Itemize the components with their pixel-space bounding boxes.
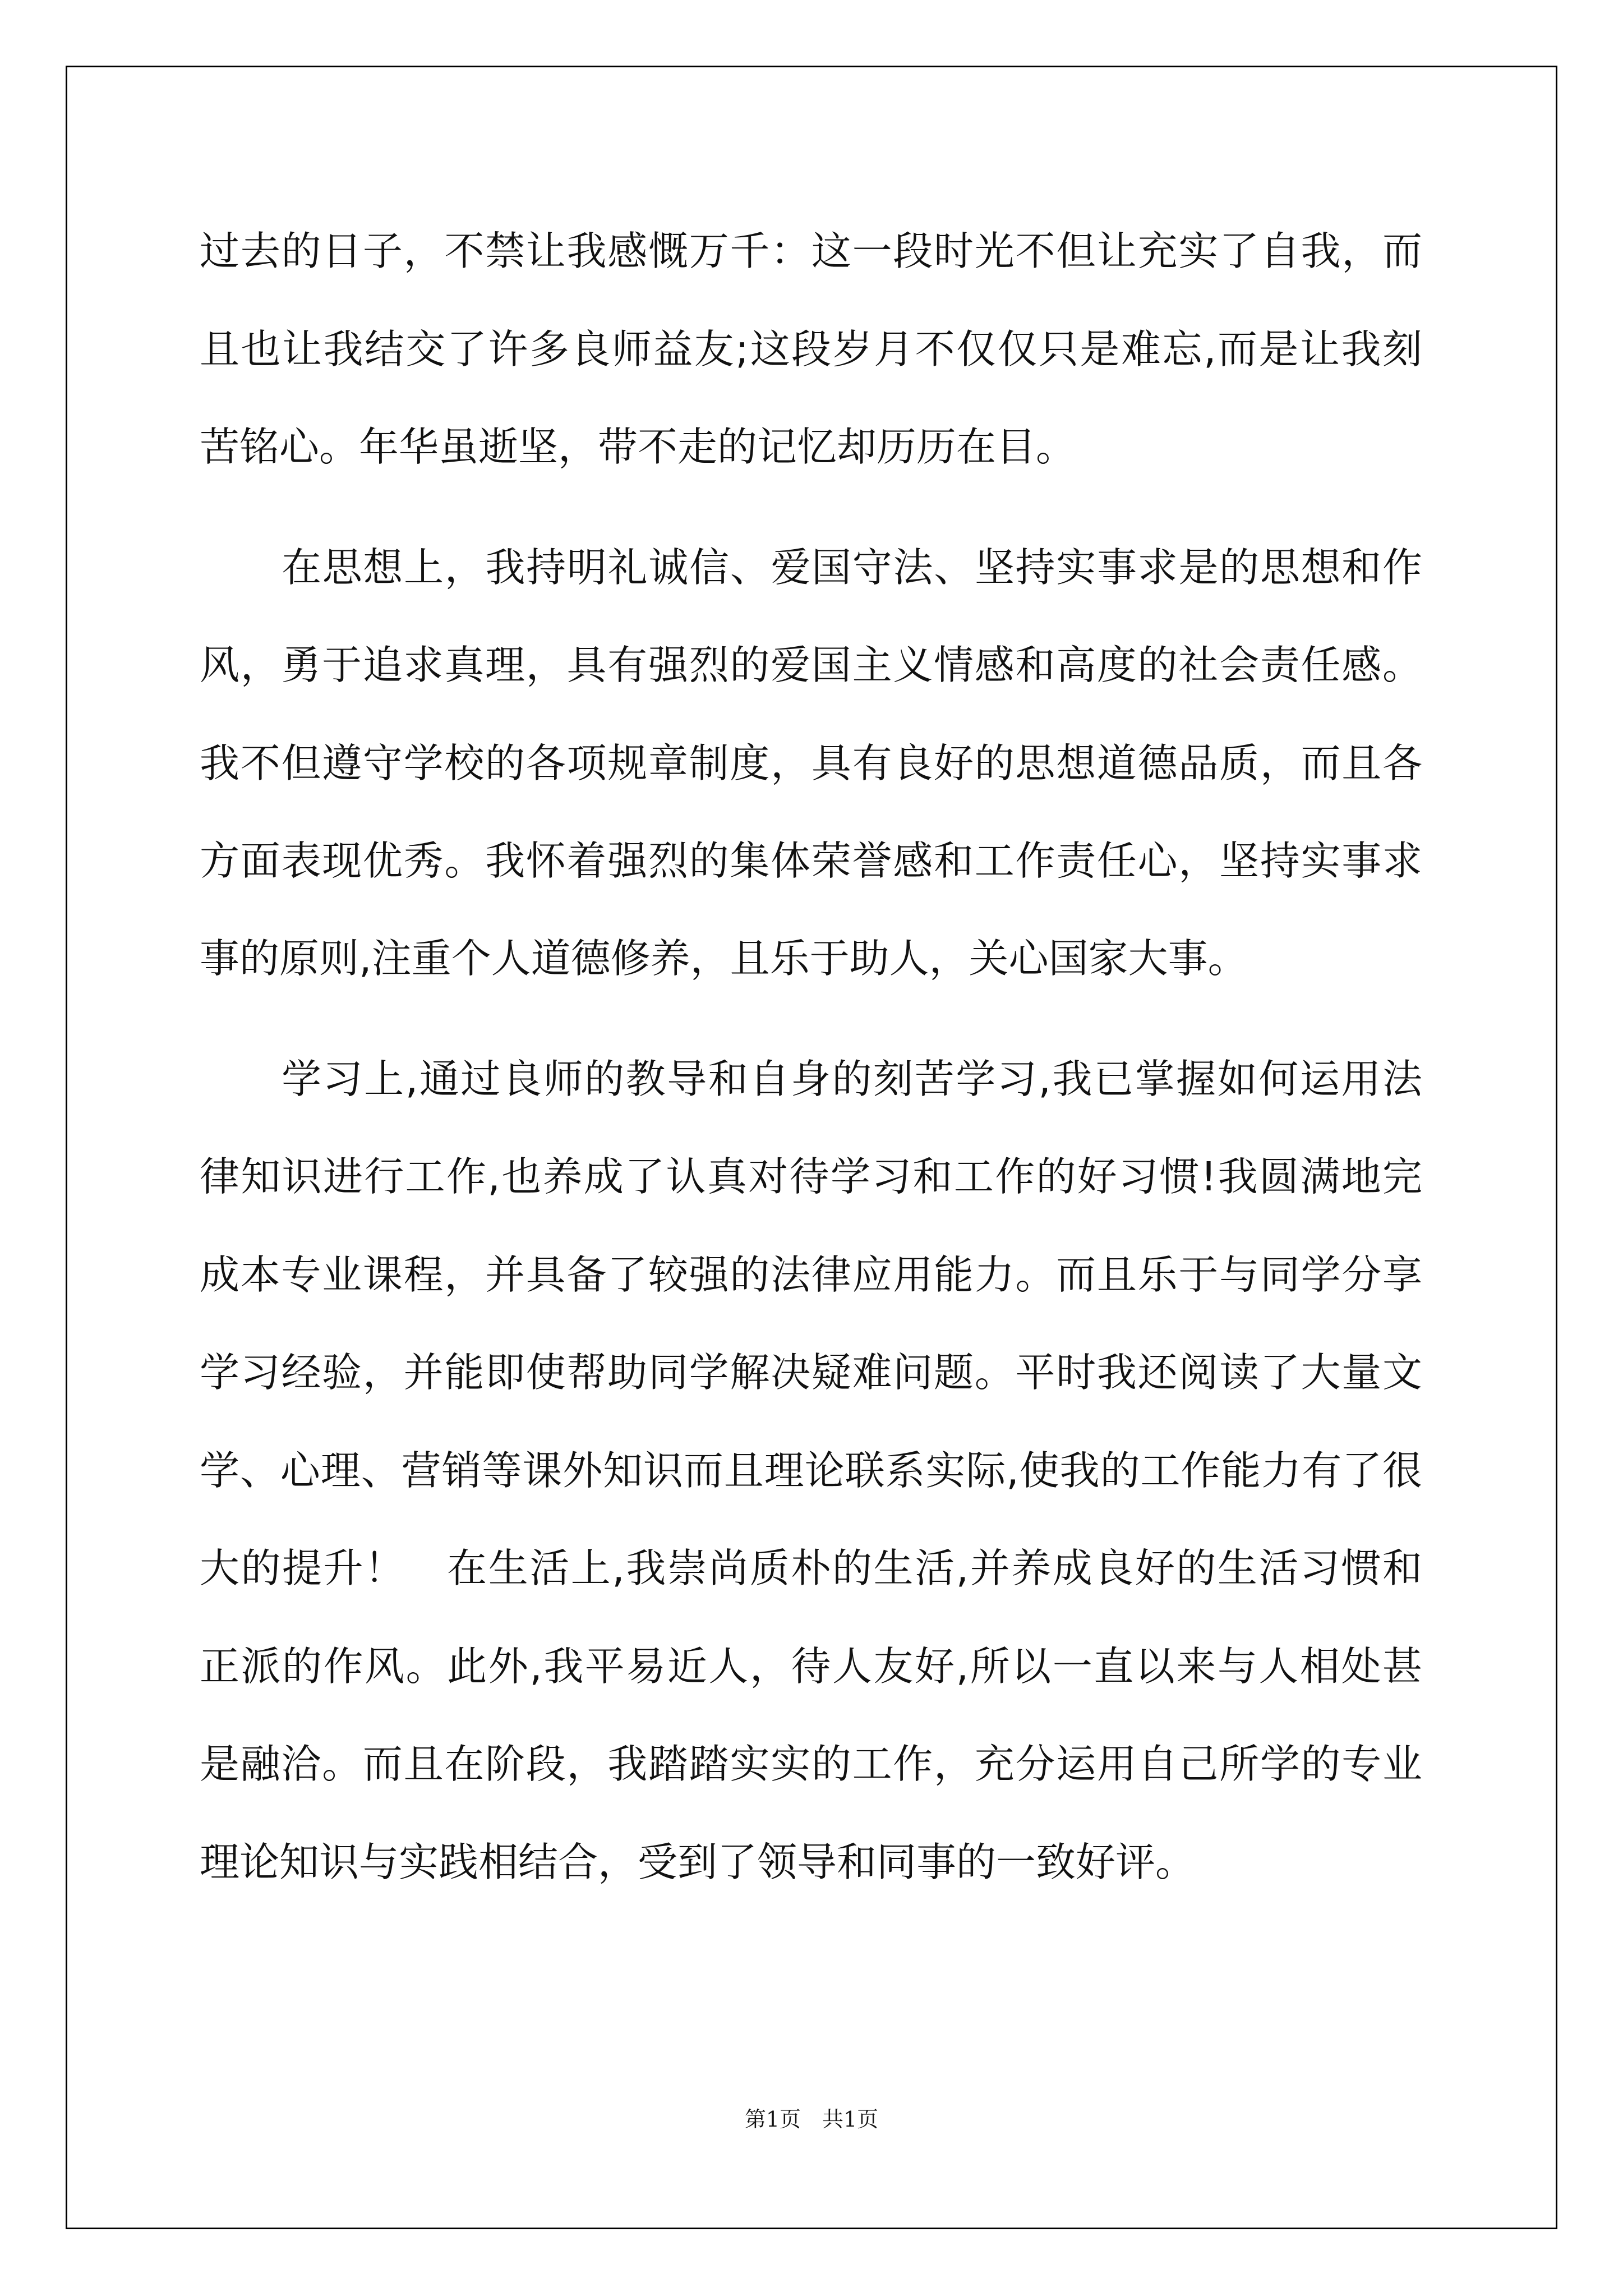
paragraph-3-line-4: 学习经验，并能即使帮助同学解决疑难问题。平时我还阅读了大量文 <box>200 1349 1422 1396</box>
paragraph-2-line-3: 我不但遵守学校的各项规章制度，具有良好的思想道德品质，而且各 <box>200 740 1422 786</box>
paragraph-3-line-1: 学习上,通过良师的教导和自身的刻苦学习,我已掌握如何运用法 <box>282 1056 1422 1102</box>
paragraph-3-line-2: 律知识进行工作,也养成了认真对待学习和工作的好习惯!我圆满地完 <box>200 1153 1422 1200</box>
paragraph-2-line-1: 在思想上，我持明礼诚信、爱国守法、坚持实事求是的思想和作 <box>282 544 1422 591</box>
page-number-footer: 第1页 共1页 <box>744 2107 879 2132</box>
paragraph-1-line-2: 且也让我结交了许多良师益友;这段岁月不仅仅只是难忘,而是让我刻 <box>200 326 1422 372</box>
paragraph-3-line-7: 正派的作风。此外,我平易近人，待人友好,所以一直以来与人相处甚 <box>200 1643 1422 1690</box>
paragraph-3-line-3: 成本专业课程，并具备了较强的法律应用能力。而且乐于与同学分享 <box>200 1251 1422 1298</box>
paragraph-3-line-8: 是融洽。而且在阶段，我踏踏实实的工作，充分运用自己所学的专业 <box>200 1741 1422 1787</box>
paragraph-1-line-3: 苦铭心。年华虽逝坚，带不走的记忆却历历在目。 <box>200 424 1076 470</box>
paragraph-2-line-4: 方面表现优秀。我怀着强烈的集体荣誉感和工作责任心，坚持实事求 <box>200 838 1422 884</box>
paragraph-2-line-5: 事的原则,注重个人道德修养，且乐于助人，关心国家大事。 <box>200 935 1248 982</box>
paragraph-1-line-1: 过去的日子，不禁让我感慨万千：这一段时光不但让充实了自我，而 <box>200 228 1422 274</box>
paragraph-3-line-5: 学、心理、营销等课外知识而且理论联系实际,使我的工作能力有了很 <box>200 1447 1422 1494</box>
paragraph-2-line-2: 风，勇于追求真理，具有强烈的爱国主义情感和高度的社会责任感。 <box>200 642 1422 688</box>
paragraph-3-line-9: 理论知识与实践相结合，受到了领导和同事的一致好评。 <box>200 1839 1196 1885</box>
paragraph-3-line-6: 大的提升！ 在生活上,我崇尚质朴的生活,并养成良好的生活习惯和 <box>200 1545 1422 1591</box>
